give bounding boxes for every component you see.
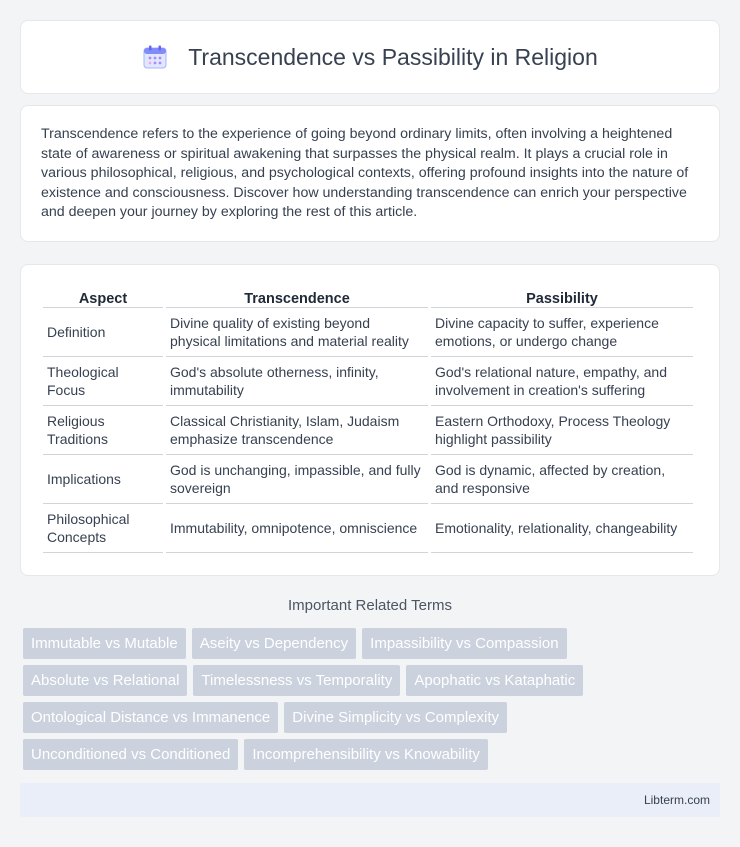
intro-card bbox=[20, 105, 720, 242]
table-cell-aspect: Definition bbox=[43, 308, 163, 357]
comparison-table-card bbox=[20, 264, 720, 576]
table-row bbox=[43, 455, 693, 504]
tag-row bbox=[23, 702, 723, 733]
related-term-tag[interactable]: Aseity vs Dependency bbox=[192, 628, 356, 659]
header-passibility: Passibility bbox=[431, 285, 693, 308]
table-cell-aspect: Theological Focus bbox=[43, 357, 163, 406]
table-row bbox=[43, 504, 693, 553]
related-terms-title: Important Related Terms bbox=[288, 597, 452, 614]
table-cell-passibility: Divine capacity to suffer, experience emotions, or undergo change bbox=[431, 308, 693, 357]
related-term-tag[interactable]: Divine Simplicity vs Complexity bbox=[284, 702, 507, 733]
table-cell-passibility: God's relational nature, empathy, and involvement in creation's suffering bbox=[431, 357, 693, 406]
related-term-tag[interactable]: Impassibility vs Compassion bbox=[362, 628, 566, 659]
header-transcendence: Transcendence bbox=[166, 285, 428, 308]
tag-row bbox=[23, 665, 723, 696]
related-term-tag[interactable]: Absolute vs Relational bbox=[23, 665, 187, 696]
related-term-tag[interactable]: Incomprehensibility vs Knowability bbox=[244, 739, 488, 770]
table-cell-aspect: Philosophical Concepts bbox=[43, 504, 163, 553]
comparison-table bbox=[40, 285, 696, 553]
table-cell-transcendence: Classical Christianity, Islam, Judaism emphasize transcendence bbox=[166, 406, 428, 455]
table-cell-passibility: God is dynamic, affected by creation, and responsive bbox=[431, 455, 693, 504]
table-row bbox=[43, 357, 693, 406]
footer bbox=[20, 783, 720, 817]
table-row bbox=[43, 308, 693, 357]
related-term-tag[interactable]: Timelessness vs Temporality bbox=[193, 665, 400, 696]
table-cell-transcendence: God is unchanging, impassible, and fully sovereign bbox=[166, 455, 428, 504]
page-title: Transcendence vs Passibility in Religion bbox=[188, 43, 598, 70]
tag-row bbox=[23, 739, 723, 770]
table-header-row bbox=[43, 285, 693, 308]
header-card bbox=[20, 20, 720, 94]
table-row bbox=[43, 406, 693, 455]
table-cell-transcendence: Divine quality of existing beyond physical limitations and material reality bbox=[166, 308, 428, 357]
footer-brand-link[interactable]: Libterm.com bbox=[643, 793, 710, 807]
related-term-tag[interactable]: Apophatic vs Kataphatic bbox=[406, 665, 583, 696]
calendar-icon bbox=[142, 44, 168, 70]
header-aspect: Aspect bbox=[43, 285, 163, 308]
table-cell-passibility: Emotionality, relationality, changeability bbox=[431, 504, 693, 553]
related-term-tag[interactable]: Immutable vs Mutable bbox=[23, 628, 186, 659]
table-cell-passibility: Eastern Orthodoxy, Process Theology highlight passibility bbox=[431, 406, 693, 455]
related-term-tag[interactable]: Ontological Distance vs Immanence bbox=[23, 702, 278, 733]
table-cell-transcendence: Immutability, omnipotence, omniscience bbox=[166, 504, 428, 553]
tag-row bbox=[23, 628, 723, 659]
table-cell-transcendence: God's absolute otherness, infinity, immutability bbox=[166, 357, 428, 406]
related-term-tag[interactable]: Unconditioned vs Conditioned bbox=[23, 739, 238, 770]
intro-text: Transcendence refers to the experience of going beyond ordinary limits, often involving a heightened state of awareness or spiritual awakening that surpasses the physical realm. It plays a crucial role in various philosophical, religious, and psychological contexts, offering profound insights into the nature of existence and consciousness. Discover how understanding transcendence can enrich your perspective and deepen your journey by exploring the rest of this article. bbox=[41, 126, 689, 221]
table-cell-aspect: Implications bbox=[43, 455, 163, 504]
related-terms-list bbox=[23, 628, 723, 776]
table-cell-aspect: Religious Traditions bbox=[43, 406, 163, 455]
